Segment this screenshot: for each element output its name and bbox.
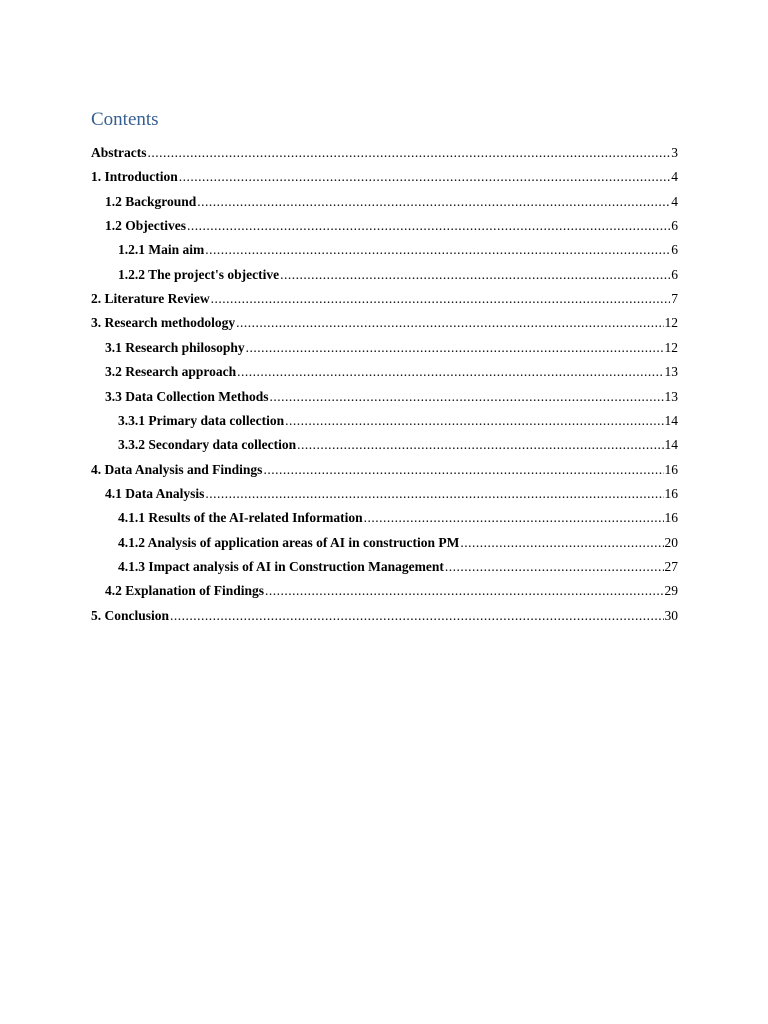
- toc-page-number: 16: [664, 461, 678, 477]
- toc-entry[interactable]: [91, 142, 678, 164]
- toc-entry[interactable]: [91, 312, 678, 334]
- toc-page-number: 4: [671, 193, 678, 209]
- toc-entry[interactable]: [105, 361, 678, 383]
- toc-entry[interactable]: [91, 605, 678, 627]
- toc-dot-leader: [280, 264, 670, 286]
- toc-page-number: 6: [671, 218, 678, 234]
- toc-entry[interactable]: [118, 410, 678, 432]
- toc-entry-title: 4.1.3 Impact analysis of AI in Construction Management: [118, 558, 444, 574]
- toc-entry-title: 1.2.2 The project's objective: [118, 266, 280, 282]
- toc-dot-leader: [263, 459, 663, 481]
- toc-dot-leader: [170, 605, 663, 627]
- toc-entry-title: 3.3.1 Primary data collection: [118, 412, 285, 428]
- toc-entry[interactable]: [105, 580, 678, 602]
- toc-entry[interactable]: [105, 191, 678, 213]
- toc-entry[interactable]: [118, 239, 678, 261]
- toc-entry-title: 1. Introduction: [91, 169, 178, 185]
- toc-entry-title: 3.2 Research approach: [105, 364, 237, 380]
- toc-dot-leader: [179, 166, 670, 188]
- toc-entry[interactable]: [118, 507, 678, 529]
- toc-entry[interactable]: [105, 483, 678, 505]
- toc-entry-title: 1.2 Objectives: [105, 218, 186, 234]
- toc-heading: Contents: [91, 109, 159, 130]
- toc-entry-title: 3. Research methodology: [91, 315, 236, 331]
- toc-page-number: 3: [671, 145, 678, 160]
- toc-dot-leader: [246, 337, 664, 359]
- toc-dot-leader: [237, 361, 663, 383]
- toc-entry[interactable]: [91, 166, 678, 188]
- toc-entry-title: 4.1.1 Results of the AI-related Information: [118, 510, 363, 526]
- toc-dot-leader: [205, 483, 663, 505]
- toc-page-number: 14: [664, 412, 678, 428]
- toc-page-number: 16: [664, 485, 678, 501]
- toc-page-number: 12: [664, 339, 678, 355]
- toc-entry-title: 3.3.2 Secondary data collection: [118, 437, 297, 453]
- toc-entry[interactable]: [105, 215, 678, 237]
- toc-entry[interactable]: [118, 264, 678, 286]
- toc-entry[interactable]: [118, 532, 678, 554]
- toc-entry-title: 1.2 Background: [105, 193, 197, 209]
- toc-page-number: 7: [671, 291, 678, 307]
- toc-page-number: 14: [664, 437, 678, 453]
- toc-entry-title: 4.2 Explanation of Findings: [105, 583, 265, 599]
- toc-dot-leader: [285, 410, 663, 432]
- toc-dot-leader: [205, 239, 670, 261]
- toc-page-number: 29: [664, 583, 678, 599]
- toc-dot-leader: [265, 580, 663, 602]
- toc-dot-leader: [269, 386, 663, 408]
- toc-dot-leader: [148, 142, 671, 164]
- toc-entry[interactable]: [118, 434, 678, 456]
- toc-entry[interactable]: [105, 337, 678, 359]
- toc-dot-leader: [236, 312, 663, 334]
- toc-entry[interactable]: [91, 288, 678, 310]
- toc-entry-title: 3.1 Research philosophy: [105, 339, 245, 355]
- toc-page-number: 13: [664, 364, 678, 380]
- toc-entry[interactable]: [118, 556, 678, 578]
- toc-page-number: 27: [664, 558, 678, 574]
- toc-dot-leader: [460, 532, 663, 554]
- toc-entry-title: 4. Data Analysis and Findings: [91, 461, 263, 477]
- toc-dot-leader: [211, 288, 671, 310]
- toc-dot-leader: [197, 191, 670, 213]
- toc-entry-title: 1.2.1 Main aim: [118, 242, 205, 258]
- toc-page-number: 20: [664, 534, 678, 550]
- toc-entry-title: 5. Conclusion: [91, 607, 170, 623]
- toc-page-number: 30: [664, 607, 678, 623]
- toc-page-number: 6: [671, 242, 678, 258]
- toc-entry-title: 4.1.2 Analysis of application areas of AI in construction PM: [118, 534, 460, 550]
- toc-entry-title: 2. Literature Review: [91, 291, 210, 307]
- toc-entry-title: Abstracts: [91, 145, 147, 160]
- toc-dot-leader: [445, 556, 664, 578]
- toc-page-number: 6: [671, 266, 678, 282]
- toc-page-number: 16: [664, 510, 678, 526]
- toc-dot-leader: [364, 507, 664, 529]
- toc-entry-title: 4.1 Data Analysis: [105, 485, 205, 501]
- toc-page-number: 4: [671, 169, 678, 185]
- toc-dot-leader: [187, 215, 670, 237]
- toc-entry[interactable]: [91, 459, 678, 481]
- toc-entry-title: 3.3 Data Collection Methods: [105, 388, 269, 404]
- toc-page-number: 13: [664, 388, 678, 404]
- toc-dot-leader: [297, 434, 663, 456]
- toc-page-number: 12: [664, 315, 678, 331]
- toc-entry[interactable]: [105, 386, 678, 408]
